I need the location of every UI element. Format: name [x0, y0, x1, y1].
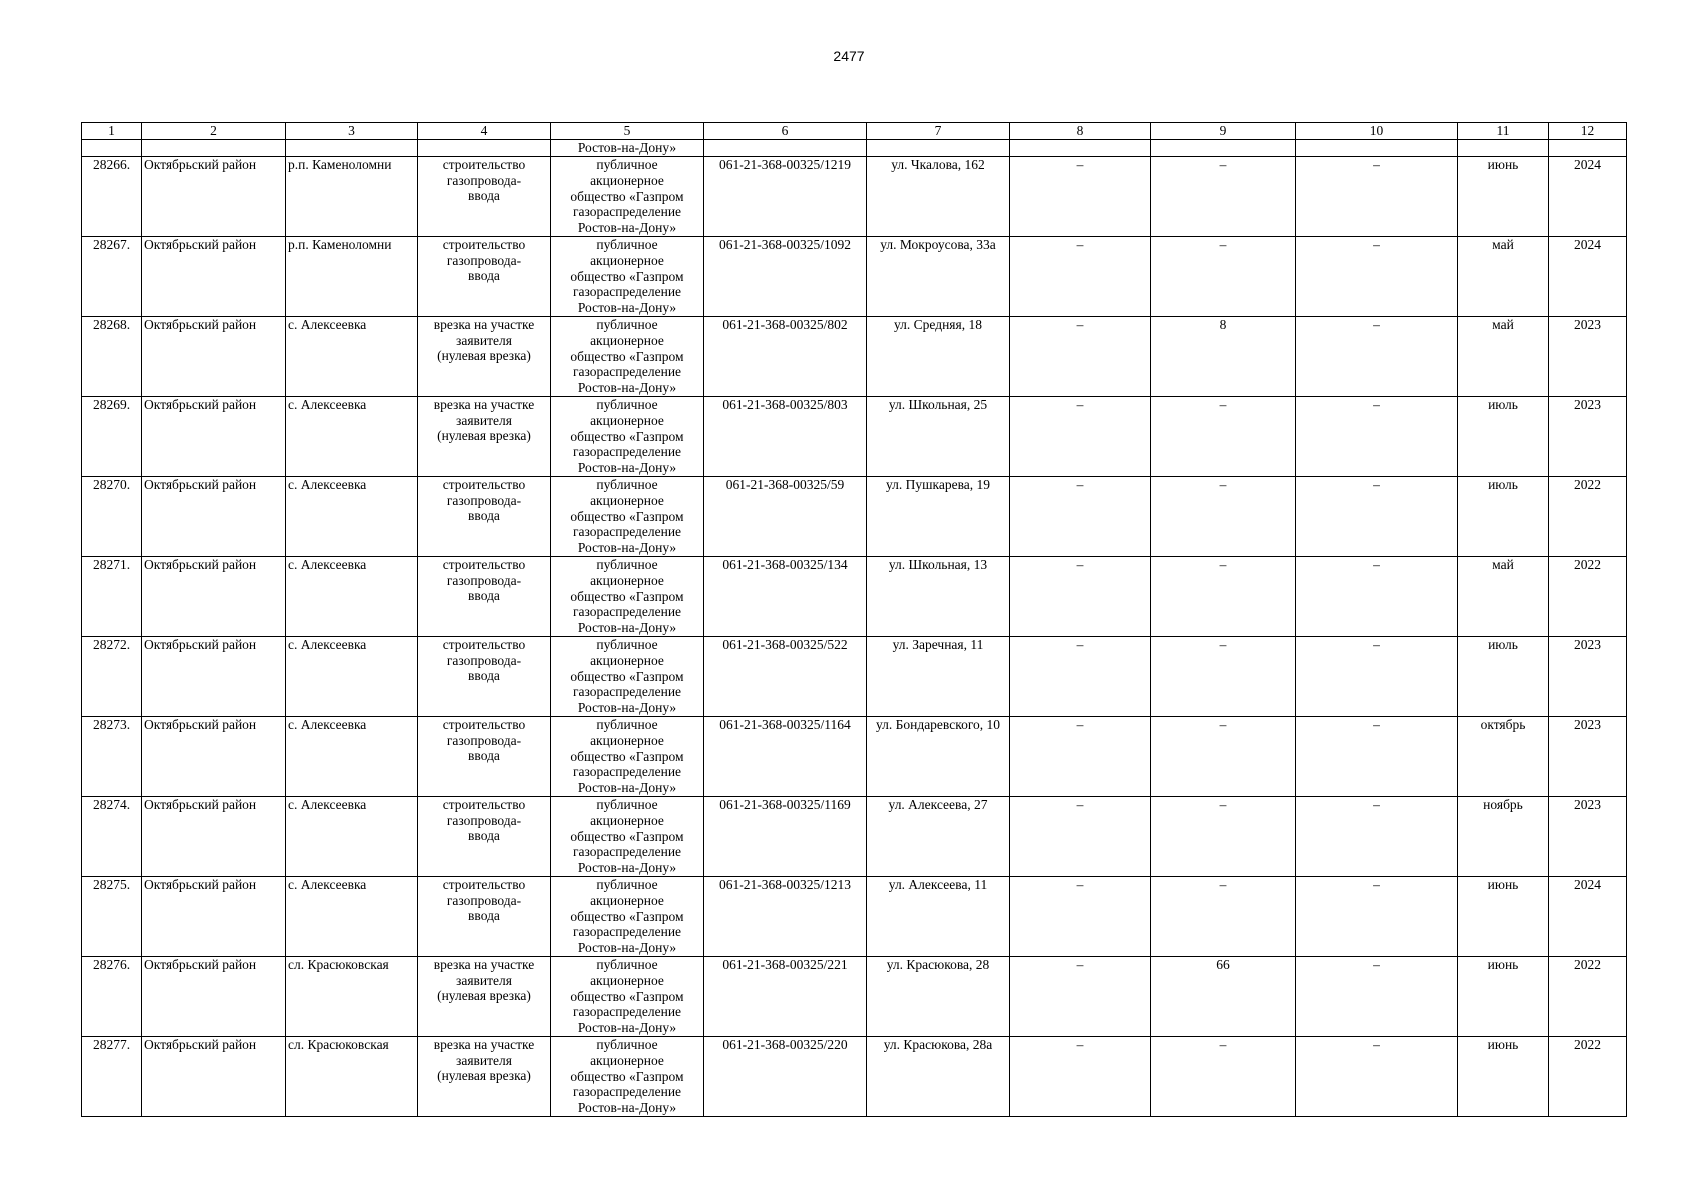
- month-cell: май: [1458, 317, 1549, 397]
- organization-line: Ростов-на-Дону»: [577, 780, 677, 796]
- page-number: 2477: [833, 48, 865, 64]
- table-row: [82, 317, 1627, 397]
- month-cell: июль: [1458, 397, 1549, 477]
- permit-code-cell: 061-21-368-00325/134: [704, 557, 867, 637]
- work-type-line: врезка на участке: [433, 957, 535, 972]
- locality-cell: с. Алексеевка: [286, 397, 418, 477]
- column-10-cell: –: [1296, 637, 1458, 717]
- table-row: [82, 1037, 1627, 1117]
- table-cell: [1549, 140, 1627, 157]
- year-cell: 2022: [1549, 957, 1627, 1037]
- organization-cell: [551, 237, 704, 317]
- column-9-cell: –: [1151, 717, 1296, 797]
- work-type-cell: [418, 397, 551, 477]
- work-type-cell: [418, 477, 551, 557]
- column-8-cell: –: [1010, 237, 1151, 317]
- record-number: 28266.: [82, 157, 142, 237]
- work-type-line: врезка на участке: [433, 397, 535, 412]
- address-cell: ул. Средняя, 18: [867, 317, 1010, 397]
- locality-cell: с. Алексеевка: [286, 557, 418, 637]
- column-header: 12: [1549, 123, 1627, 140]
- month-cell: ноябрь: [1458, 797, 1549, 877]
- record-number: 28270.: [82, 477, 142, 557]
- year-cell: 2023: [1549, 637, 1627, 717]
- month-cell: октябрь: [1458, 717, 1549, 797]
- organization-line: акционерное: [590, 492, 664, 508]
- column-9-cell: 66: [1151, 957, 1296, 1037]
- work-type-line: строительство: [442, 637, 526, 652]
- year-cell: 2022: [1549, 477, 1627, 557]
- year-cell: 2023: [1549, 397, 1627, 477]
- address-cell: ул. Мокроусова, 33а: [867, 237, 1010, 317]
- year-cell: 2023: [1549, 317, 1627, 397]
- permit-code-cell: 061-21-368-00325/1213: [704, 877, 867, 957]
- organization-line: Ростов-на-Дону»: [577, 380, 677, 396]
- work-type-cell: [418, 317, 551, 397]
- column-header: 8: [1010, 123, 1151, 140]
- organization-line: Ростов-на-Дону»: [577, 1100, 677, 1116]
- organization-cell: [551, 477, 704, 557]
- month-cell: май: [1458, 237, 1549, 317]
- work-type-line: газопровода-: [446, 732, 522, 748]
- column-header: 4: [418, 123, 551, 140]
- work-type-cell: [418, 717, 551, 797]
- table-cell: [82, 140, 142, 157]
- locality-cell: с. Алексеевка: [286, 717, 418, 797]
- district-cell: Октябрьский район: [142, 957, 286, 1037]
- permit-code-cell: 061-21-368-00325/802: [704, 317, 867, 397]
- permit-code-cell: 061-21-368-00325/1092: [704, 237, 867, 317]
- table-row: [82, 877, 1627, 957]
- column-9-cell: –: [1151, 157, 1296, 237]
- column-9-cell: 8: [1151, 317, 1296, 397]
- work-type-cell: [418, 237, 551, 317]
- column-header: 9: [1151, 123, 1296, 140]
- organization-line: Ростов-на-Дону»: [577, 940, 677, 956]
- record-number: 28274.: [82, 797, 142, 877]
- work-type-line: ввода: [468, 908, 500, 924]
- month-cell: июль: [1458, 477, 1549, 557]
- column-8-cell: –: [1010, 317, 1151, 397]
- column-header: 6: [704, 123, 867, 140]
- work-type-line: газопровода-: [446, 652, 522, 668]
- column-10-cell: –: [1296, 157, 1458, 237]
- district-cell: Октябрьский район: [142, 637, 286, 717]
- permit-code-cell: 061-21-368-00325/522: [704, 637, 867, 717]
- year-cell: 2024: [1549, 157, 1627, 237]
- column-8-cell: –: [1010, 877, 1151, 957]
- work-type-line: строительство: [442, 797, 526, 812]
- column-10-cell: –: [1296, 397, 1458, 477]
- organization-line: общество «Газпром: [570, 828, 684, 844]
- organization-cell: [551, 957, 704, 1037]
- organization-line: публичное: [596, 397, 658, 412]
- organization-line: газораспределение: [572, 364, 682, 380]
- organization-line: общество «Газпром: [570, 508, 684, 524]
- work-type-line: газопровода-: [446, 172, 522, 188]
- record-number: 28272.: [82, 637, 142, 717]
- work-type-cell: [418, 637, 551, 717]
- month-cell: май: [1458, 557, 1549, 637]
- address-cell: ул. Алексеева, 27: [867, 797, 1010, 877]
- organization-line: общество «Газпром: [570, 988, 684, 1004]
- month-cell: июнь: [1458, 157, 1549, 237]
- column-10-cell: –: [1296, 717, 1458, 797]
- work-type-line: заявителя: [456, 412, 512, 428]
- permit-code-cell: 061-21-368-00325/1169: [704, 797, 867, 877]
- organization-line: газораспределение: [572, 764, 682, 780]
- address-cell: ул. Пушкарева, 19: [867, 477, 1010, 557]
- organization-cell: [551, 1037, 704, 1117]
- column-8-cell: –: [1010, 797, 1151, 877]
- continuation-text: Ростов-на-Дону»: [551, 140, 704, 157]
- work-type-line: (нулевая врезка): [437, 988, 531, 1004]
- year-cell: 2022: [1549, 557, 1627, 637]
- address-cell: ул. Заречная, 11: [867, 637, 1010, 717]
- organization-cell: [551, 397, 704, 477]
- organization-line: публичное: [596, 157, 658, 172]
- table-cell: [704, 140, 867, 157]
- organization-line: акционерное: [590, 332, 664, 348]
- permit-code-cell: 061-21-368-00325/1219: [704, 157, 867, 237]
- work-type-line: газопровода-: [446, 572, 522, 588]
- address-cell: ул. Школьная, 13: [867, 557, 1010, 637]
- table-row: [82, 477, 1627, 557]
- district-cell: Октябрьский район: [142, 237, 286, 317]
- column-8-cell: –: [1010, 557, 1151, 637]
- organization-line: Ростов-на-Дону»: [577, 460, 677, 476]
- organization-line: общество «Газпром: [570, 1068, 684, 1084]
- year-cell: 2023: [1549, 717, 1627, 797]
- continuation-row: [82, 140, 1627, 157]
- organization-line: Ростов-на-Дону»: [577, 700, 677, 716]
- organization-line: публичное: [596, 1037, 658, 1052]
- address-cell: ул. Бондаревского, 10: [867, 717, 1010, 797]
- column-header: 3: [286, 123, 418, 140]
- organization-cell: [551, 557, 704, 637]
- column-10-cell: –: [1296, 957, 1458, 1037]
- table-cell: [286, 140, 418, 157]
- work-type-cell: [418, 157, 551, 237]
- work-type-line: ввода: [468, 268, 500, 284]
- organization-line: газораспределение: [572, 924, 682, 940]
- table-row: [82, 797, 1627, 877]
- organization-cell: [551, 637, 704, 717]
- table-cell: [1296, 140, 1458, 157]
- column-9-cell: –: [1151, 397, 1296, 477]
- column-header: 5: [551, 123, 704, 140]
- table-cell: [142, 140, 286, 157]
- table-cell: [418, 140, 551, 157]
- column-header: 1: [82, 123, 142, 140]
- organization-line: акционерное: [590, 572, 664, 588]
- address-cell: ул. Алексеева, 11: [867, 877, 1010, 957]
- organization-line: публичное: [596, 877, 658, 892]
- table-row: [82, 237, 1627, 317]
- work-type-line: ввода: [468, 188, 500, 204]
- work-type-line: строительство: [442, 717, 526, 732]
- work-type-cell: [418, 957, 551, 1037]
- work-type-line: строительство: [442, 477, 526, 492]
- column-10-cell: –: [1296, 1037, 1458, 1117]
- column-header: 2: [142, 123, 286, 140]
- record-number: 28269.: [82, 397, 142, 477]
- work-type-cell: [418, 877, 551, 957]
- work-type-line: газопровода-: [446, 492, 522, 508]
- locality-cell: с. Алексеевка: [286, 877, 418, 957]
- record-number: 28275.: [82, 877, 142, 957]
- organization-line: газораспределение: [572, 444, 682, 460]
- permit-code-cell: 061-21-368-00325/221: [704, 957, 867, 1037]
- address-cell: ул. Чкалова, 162: [867, 157, 1010, 237]
- organization-line: газораспределение: [572, 204, 682, 220]
- organization-line: публичное: [596, 477, 658, 492]
- column-9-cell: –: [1151, 237, 1296, 317]
- permit-code-cell: 061-21-368-00325/220: [704, 1037, 867, 1117]
- locality-cell: с. Алексеевка: [286, 477, 418, 557]
- year-cell: 2023: [1549, 797, 1627, 877]
- work-type-line: ввода: [468, 748, 500, 764]
- organization-line: газораспределение: [572, 284, 682, 300]
- district-cell: Октябрьский район: [142, 877, 286, 957]
- work-type-line: строительство: [442, 877, 526, 892]
- locality-cell: с. Алексеевка: [286, 317, 418, 397]
- organization-line: общество «Газпром: [570, 588, 684, 604]
- organization-line: публичное: [596, 637, 658, 652]
- organization-line: акционерное: [590, 172, 664, 188]
- district-cell: Октябрьский район: [142, 157, 286, 237]
- organization-line: Ростов-на-Дону»: [577, 300, 677, 316]
- year-cell: 2024: [1549, 237, 1627, 317]
- column-8-cell: –: [1010, 637, 1151, 717]
- district-cell: Октябрьский район: [142, 397, 286, 477]
- month-cell: июнь: [1458, 1037, 1549, 1117]
- column-8-cell: –: [1010, 717, 1151, 797]
- year-cell: 2024: [1549, 877, 1627, 957]
- column-8-cell: –: [1010, 1037, 1151, 1117]
- table-row: [82, 397, 1627, 477]
- column-8-cell: –: [1010, 397, 1151, 477]
- organization-line: газораспределение: [572, 844, 682, 860]
- month-cell: июнь: [1458, 877, 1549, 957]
- table-cell: [1151, 140, 1296, 157]
- organization-line: акционерное: [590, 812, 664, 828]
- district-cell: Октябрьский район: [142, 717, 286, 797]
- organization-line: общество «Газпром: [570, 908, 684, 924]
- table-row: [82, 957, 1627, 1037]
- organization-line: акционерное: [590, 652, 664, 668]
- column-10-cell: –: [1296, 477, 1458, 557]
- column-10-cell: –: [1296, 237, 1458, 317]
- organization-line: общество «Газпром: [570, 668, 684, 684]
- district-cell: Октябрьский район: [142, 797, 286, 877]
- locality-cell: р.п. Каменоломни: [286, 237, 418, 317]
- work-type-line: ввода: [468, 828, 500, 844]
- district-cell: Октябрьский район: [142, 557, 286, 637]
- work-type-line: строительство: [442, 157, 526, 172]
- work-type-line: газопровода-: [446, 812, 522, 828]
- column-9-cell: –: [1151, 637, 1296, 717]
- column-10-cell: –: [1296, 557, 1458, 637]
- organization-line: общество «Газпром: [570, 428, 684, 444]
- organization-line: общество «Газпром: [570, 748, 684, 764]
- organization-cell: [551, 797, 704, 877]
- column-9-cell: –: [1151, 557, 1296, 637]
- organization-line: публичное: [596, 237, 658, 252]
- work-type-line: газопровода-: [446, 892, 522, 908]
- work-type-line: заявителя: [456, 332, 512, 348]
- month-cell: июнь: [1458, 957, 1549, 1037]
- organization-line: общество «Газпром: [570, 268, 684, 284]
- work-type-cell: [418, 797, 551, 877]
- column-8-cell: –: [1010, 957, 1151, 1037]
- record-number: 28267.: [82, 237, 142, 317]
- organization-line: газораспределение: [572, 604, 682, 620]
- work-type-line: заявителя: [456, 1052, 512, 1068]
- registry-table: [81, 122, 1627, 1117]
- organization-line: газораспределение: [572, 524, 682, 540]
- table-row: [82, 717, 1627, 797]
- table-row: [82, 157, 1627, 237]
- work-type-cell: [418, 1037, 551, 1117]
- work-type-line: газопровода-: [446, 252, 522, 268]
- table-cell: [1010, 140, 1151, 157]
- organization-line: газораспределение: [572, 1084, 682, 1100]
- permit-code-cell: 061-21-368-00325/59: [704, 477, 867, 557]
- organization-cell: [551, 717, 704, 797]
- work-type-line: строительство: [442, 237, 526, 252]
- organization-line: публичное: [596, 717, 658, 732]
- year-cell: 2022: [1549, 1037, 1627, 1117]
- column-number-row: [82, 123, 1627, 140]
- organization-line: акционерное: [590, 892, 664, 908]
- column-9-cell: –: [1151, 877, 1296, 957]
- column-10-cell: –: [1296, 317, 1458, 397]
- record-number: 28273.: [82, 717, 142, 797]
- table-cell: [1458, 140, 1549, 157]
- address-cell: ул. Красюкова, 28а: [867, 1037, 1010, 1117]
- work-type-line: врезка на участке: [433, 1037, 535, 1052]
- organization-line: Ростов-на-Дону»: [577, 1020, 677, 1036]
- column-10-cell: –: [1296, 797, 1458, 877]
- permit-code-cell: 061-21-368-00325/803: [704, 397, 867, 477]
- locality-cell: с. Алексеевка: [286, 637, 418, 717]
- organization-line: Ростов-на-Дону»: [577, 860, 677, 876]
- organization-line: акционерное: [590, 732, 664, 748]
- table-row: [82, 557, 1627, 637]
- work-type-line: ввода: [468, 668, 500, 684]
- organization-line: публичное: [596, 317, 658, 332]
- locality-cell: сл. Красюковская: [286, 1037, 418, 1117]
- organization-line: публичное: [596, 797, 658, 812]
- district-cell: Октябрьский район: [142, 477, 286, 557]
- work-type-line: заявителя: [456, 972, 512, 988]
- district-cell: Октябрьский район: [142, 317, 286, 397]
- organization-line: Ростов-на-Дону»: [577, 620, 677, 636]
- organization-line: газораспределение: [572, 1004, 682, 1020]
- column-10-cell: –: [1296, 877, 1458, 957]
- organization-line: акционерное: [590, 972, 664, 988]
- month-cell: июль: [1458, 637, 1549, 717]
- column-9-cell: –: [1151, 1037, 1296, 1117]
- table-row: [82, 637, 1627, 717]
- work-type-line: ввода: [468, 508, 500, 524]
- organization-line: публичное: [596, 557, 658, 572]
- work-type-line: ввода: [468, 588, 500, 604]
- organization-line: акционерное: [590, 412, 664, 428]
- record-number: 28271.: [82, 557, 142, 637]
- work-type-cell: [418, 557, 551, 637]
- record-number: 28268.: [82, 317, 142, 397]
- permit-code-cell: 061-21-368-00325/1164: [704, 717, 867, 797]
- table-cell: [867, 140, 1010, 157]
- organization-cell: [551, 877, 704, 957]
- work-type-line: строительство: [442, 557, 526, 572]
- work-type-line: (нулевая врезка): [437, 428, 531, 444]
- column-header: 7: [867, 123, 1010, 140]
- record-number: 28277.: [82, 1037, 142, 1117]
- column-header: 11: [1458, 123, 1549, 140]
- locality-cell: с. Алексеевка: [286, 797, 418, 877]
- column-8-cell: –: [1010, 477, 1151, 557]
- address-cell: ул. Красюкова, 28: [867, 957, 1010, 1037]
- column-9-cell: –: [1151, 797, 1296, 877]
- locality-cell: р.п. Каменоломни: [286, 157, 418, 237]
- locality-cell: сл. Красюковская: [286, 957, 418, 1037]
- organization-line: акционерное: [590, 1052, 664, 1068]
- organization-cell: [551, 157, 704, 237]
- organization-line: акционерное: [590, 252, 664, 268]
- work-type-line: врезка на участке: [433, 317, 535, 332]
- work-type-line: (нулевая врезка): [437, 1068, 531, 1084]
- organization-line: Ростов-на-Дону»: [577, 540, 677, 556]
- column-9-cell: –: [1151, 477, 1296, 557]
- address-cell: ул. Школьная, 25: [867, 397, 1010, 477]
- column-8-cell: –: [1010, 157, 1151, 237]
- column-header: 10: [1296, 123, 1458, 140]
- organization-line: общество «Газпром: [570, 188, 684, 204]
- organization-line: Ростов-на-Дону»: [577, 220, 677, 236]
- organization-line: общество «Газпром: [570, 348, 684, 364]
- organization-cell: [551, 317, 704, 397]
- record-number: 28276.: [82, 957, 142, 1037]
- organization-line: газораспределение: [572, 684, 682, 700]
- organization-line: публичное: [596, 957, 658, 972]
- district-cell: Октябрьский район: [142, 1037, 286, 1117]
- work-type-line: (нулевая врезка): [437, 348, 531, 364]
